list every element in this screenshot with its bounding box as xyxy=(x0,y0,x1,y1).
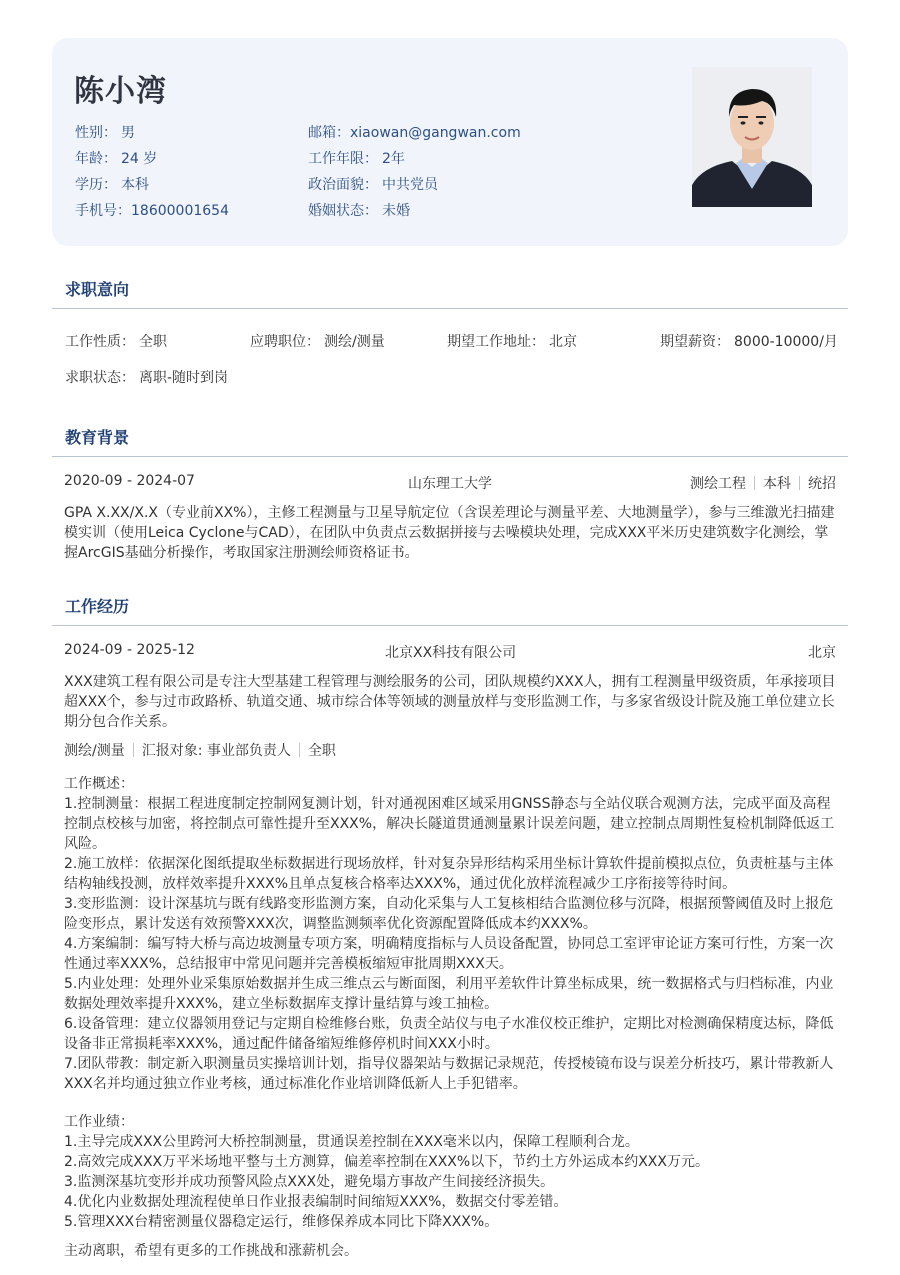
education-level-value: 本科 xyxy=(121,177,149,193)
email-value: xiaowan@gangwan.com xyxy=(350,125,521,141)
expected-location-label: 期望工作地址： xyxy=(447,334,545,350)
achievements-title: 工作业绩： xyxy=(64,1114,134,1130)
overview-item: 3.变形监测：设计深基坑与既有线路变形监测方案，自动化采集与人工复核相结合监测位移与沉降，根据预警阈值及时上报危险变形点，累计发送有效预警XXX次，调整监测频率优化资源配置降低成本约XXX%。 xyxy=(64,896,834,932)
company-name: 北京XX科技有限公司 xyxy=(385,645,517,661)
expected-location-value: 北京 xyxy=(549,334,577,350)
overview-item: 5.内业处理：处理外业采集原始数据并生成三维点云与断面图，利用平差软件计算坐标成果，统一数据格式与归档标准，内业数据处理效率提升XXX%，建立坐标数据库支撑计量结算与竣工抽检。 xyxy=(64,976,834,1012)
expected-salary xyxy=(660,331,838,351)
job-nature-label: 工作性质： xyxy=(65,334,135,350)
company-intro: XXX建筑工程有限公司是专注大型基建工程管理与测绘服务的公司，团队规模约XXX人，拥有工程测量甲级资质，年承接项目超XXX个，参与过市政路桥、轨道交通、城市综合体等领域的测量放样与变形监测工作，与多家省级设计院及施工单位建立长期分包合作关系。 xyxy=(64,674,836,730)
phone-label: 手机号： xyxy=(75,203,131,219)
report-to: 汇报对象: 事业部负责人 xyxy=(141,743,291,759)
gender-field xyxy=(75,122,135,142)
education-tags xyxy=(690,473,836,493)
portrait-photo-icon xyxy=(692,67,812,207)
education-level-field xyxy=(75,174,149,194)
achievement-item: 1.主导完成XXX公里跨河大桥控制测量，贯通误差控制在XXX毫米以内，保障工程顺利合龙。 xyxy=(64,1134,639,1150)
separator xyxy=(799,476,800,490)
expected-location xyxy=(447,331,577,351)
work-years-field xyxy=(308,148,405,168)
marital-status-label: 婚姻状态： xyxy=(308,203,378,219)
work-years-value: 2年 xyxy=(382,151,405,167)
section-title-work: 工作经历 xyxy=(65,597,130,616)
marital-status-field xyxy=(308,200,410,220)
achievement-item: 5.管理XXX台精密测量仪器稳定运行，维修保养成本同比下降XXX%。 xyxy=(64,1214,499,1230)
work-achievements xyxy=(64,1112,839,1232)
avatar xyxy=(692,67,812,207)
education-description: GPA X.XX/X.X（专业前XX%），主修工程测量与卫星导航定位（含误差理论与测量平差、大地测量学），参与三维激光扫描建模实训（使用Leica Cyclone与CAD），在团队中负责点云数据拼接与去噪模块处理，完成XXX平米历史建筑数字化测绘，掌握ArcGIS基础分析操作，考取国家注册测绘师资格证书。 xyxy=(64,505,835,561)
work-city: 北京 xyxy=(808,645,836,661)
applied-position-value: 测绘/测量 xyxy=(324,334,385,350)
leave-reason: 主动离职，希望有更多的工作挑战和涨薪机会。 xyxy=(64,1243,358,1259)
political-status-field xyxy=(308,174,438,194)
education-level-label: 学历： xyxy=(75,177,117,193)
applied-position-label: 应聘职位： xyxy=(250,334,320,350)
major: 测绘工程 xyxy=(690,476,746,492)
expected-salary-label: 期望薪资： xyxy=(660,334,730,350)
overview-item: 1.控制测量：根据工程进度制定控制网复测计划，针对通视困难区域采用GNSS静态与全站仪联合观测方法，完成平面及高程控制点校核与加密，将控制点可靠性提升至XXX%，解决长隧道贯通测量累计误差问题，建立控制点周期性复检机制降低返工风险。 xyxy=(64,796,835,852)
candidate-name: 陈小湾 xyxy=(74,74,167,109)
enrollment-type: 统招 xyxy=(808,476,836,492)
work-overview xyxy=(64,774,839,1094)
political-status-label: 政治面貌： xyxy=(308,177,378,193)
work-years-label: 工作年限： xyxy=(308,151,378,167)
work-role: 测绘/测量 xyxy=(64,743,125,759)
phone-field xyxy=(75,200,229,220)
achievement-item: 2.高效完成XXX万平米场地平整与土方测算，偏差率控制在XXX%以下，节约土方外运成本约XXX万元。 xyxy=(64,1154,709,1170)
gender-label: 性别： xyxy=(75,125,117,141)
applied-position xyxy=(250,331,385,351)
work-tags xyxy=(64,740,336,760)
overview-item: 4.方案编制：编写特大桥与高边坡测量专项方案，明确精度指标与人员设备配置，协同总工室评审论证方案可行性，方案一次性通过率XXX%，总结报审中常见问题并完善模板缩短审批周期XXX天。 xyxy=(64,936,834,972)
political-status-value: 中共党员 xyxy=(382,177,438,193)
expected-salary-value: 8000-10000/月 xyxy=(734,334,838,350)
overview-item: 2.施工放样：依据深化图纸提取坐标数据进行现场放样，针对复杂异形结构采用坐标计算软件提前模拟点位，负责桩基与主体结构轴线投测，放样效率提升XXX%且单点复核合格率达XXX%，通过优化放样流程减少工序衔接等待时间。 xyxy=(64,856,834,892)
age-label: 年龄： xyxy=(75,151,117,167)
achievement-item: 3.监测深基坑变形并成功预警风险点XXX处，避免塌方事故产生间接经济损失。 xyxy=(64,1174,555,1190)
separator xyxy=(754,476,755,490)
profile-header-card xyxy=(52,38,848,246)
job-nature-value: 全职 xyxy=(139,334,167,350)
degree: 本科 xyxy=(763,476,791,492)
gender-value: 男 xyxy=(121,125,135,141)
separator xyxy=(133,743,134,757)
section-title-education: 教育背景 xyxy=(65,428,130,447)
marital-status-value: 未婚 xyxy=(382,203,410,219)
work-period: 2024-09 - 2025-12 xyxy=(64,642,195,658)
section-divider xyxy=(52,625,848,626)
age-value: 24 岁 xyxy=(121,151,158,167)
section-divider xyxy=(52,456,848,457)
email-label: 邮箱： xyxy=(308,125,350,141)
section-title-intent: 求职意向 xyxy=(65,280,130,299)
separator xyxy=(299,743,300,757)
job-status-label: 求职状态： xyxy=(65,370,135,386)
overview-item: 6.设备管理：建立仪器领用登记与定期自检维修台账，负责全站仪与电子水准仪校正维护，定期比对检测确保精度达标，降低设备非正常损耗率XXX%，通过配件储备缩短维修停机时间XXX小时。 xyxy=(64,1016,834,1052)
section-divider xyxy=(52,308,848,309)
overview-item: 7.团队带教：制定新入职测量员实操培训计划，指导仪器架站与数据记录规范，传授棱镜布设与误差分析技巧，累计带教新人XXX名并均通过独立作业考核，通过标准化作业培训降低新人上手犯错率。 xyxy=(64,1056,834,1092)
phone-value: 18600001654 xyxy=(131,203,229,219)
overview-title: 工作概述： xyxy=(64,776,134,792)
age-field xyxy=(75,148,157,168)
employment-type: 全职 xyxy=(307,743,336,759)
job-status xyxy=(65,367,228,387)
education-period: 2020-09 - 2024-07 xyxy=(64,473,195,489)
job-nature xyxy=(65,331,167,351)
school-name: 山东理工大学 xyxy=(408,476,492,492)
job-status-value: 离职-随时到岗 xyxy=(139,370,229,386)
achievement-item: 4.优化内业数据处理流程使单日作业报表编制时间缩短XXX%，数据交付零差错。 xyxy=(64,1194,568,1210)
email-field xyxy=(308,122,521,142)
